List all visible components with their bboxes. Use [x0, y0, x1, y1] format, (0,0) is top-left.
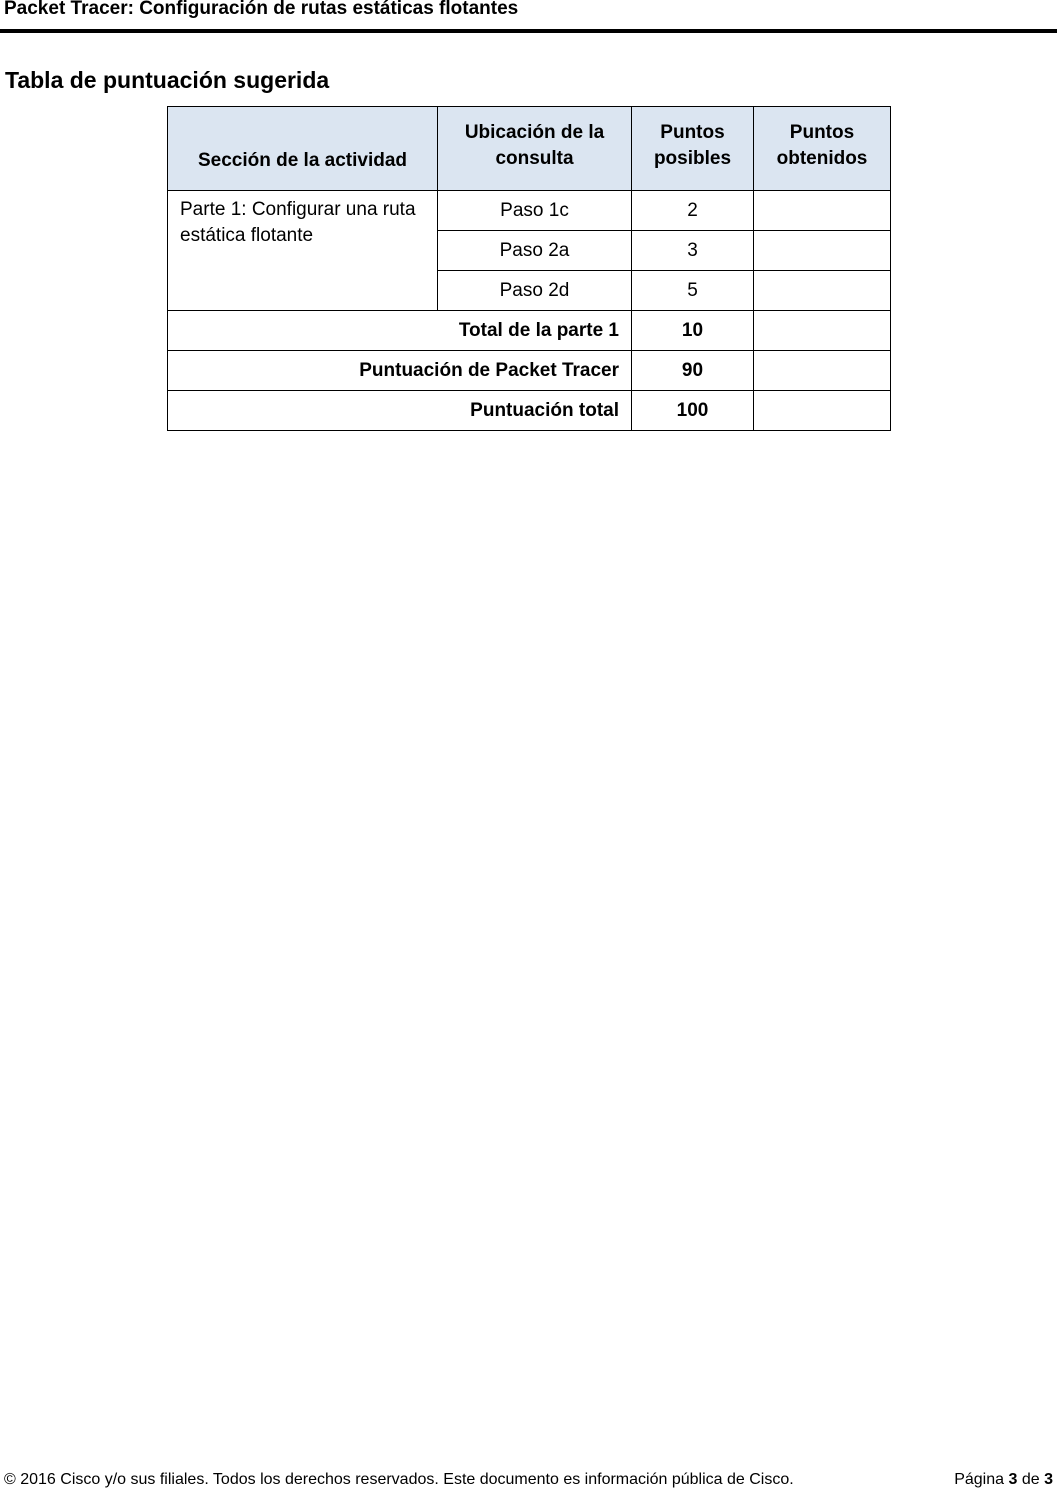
column-header-earned-points: Puntos obtenidos: [754, 107, 891, 191]
page-of: de: [1021, 1471, 1040, 1488]
total-label: Puntuación de Packet Tracer: [168, 351, 632, 391]
total-label: Puntuación total: [168, 391, 632, 431]
possible-points-cell: 2: [632, 191, 754, 231]
total-value: 10: [632, 311, 754, 351]
location-cell: Paso 1c: [438, 191, 632, 231]
table-row: [168, 191, 891, 231]
total-value: 100: [632, 391, 754, 431]
page-current: 3: [1008, 1471, 1018, 1488]
table-header-row: [168, 107, 891, 191]
column-header-possible-points: Puntos posibles: [632, 107, 754, 191]
document-footer: [4, 1467, 1053, 1493]
possible-points-cell: 5: [632, 271, 754, 311]
page-total: 3: [1044, 1471, 1053, 1488]
column-header-location: Ubicación de la consulta: [438, 107, 632, 191]
document-header: [0, 0, 1057, 33]
total-row: [168, 311, 891, 351]
earned-points-cell[interactable]: [754, 191, 891, 231]
location-cell: Paso 2d: [438, 271, 632, 311]
total-earned-cell[interactable]: [754, 351, 891, 391]
total-earned-cell[interactable]: [754, 391, 891, 431]
possible-points-cell: 3: [632, 231, 754, 271]
total-earned-cell[interactable]: [754, 311, 891, 351]
part1-section-label: Parte 1: Configurar una ruta estática flotante: [168, 191, 438, 311]
document-title: Packet Tracer: Configuración de rutas estáticas flotantes: [4, 0, 519, 19]
total-value: 90: [632, 351, 754, 391]
total-label: Total de la parte 1: [168, 311, 632, 351]
location-cell: Paso 2a: [438, 231, 632, 271]
earned-points-cell[interactable]: [754, 231, 891, 271]
earned-points-cell[interactable]: [754, 271, 891, 311]
page-word: Página: [954, 1471, 1005, 1488]
page-number: [954, 1467, 1053, 1493]
footer-copyright: © 2016 Cisco y/o sus filiales. Todos los derechos reservados. Este documento es información pública de Cisco.: [4, 1471, 794, 1488]
total-row: [168, 351, 891, 391]
section-heading: Tabla de puntuación sugerida: [5, 67, 330, 93]
column-header-section: Sección de la actividad: [168, 107, 438, 191]
scoring-table: [167, 106, 891, 431]
total-row: [168, 391, 891, 431]
